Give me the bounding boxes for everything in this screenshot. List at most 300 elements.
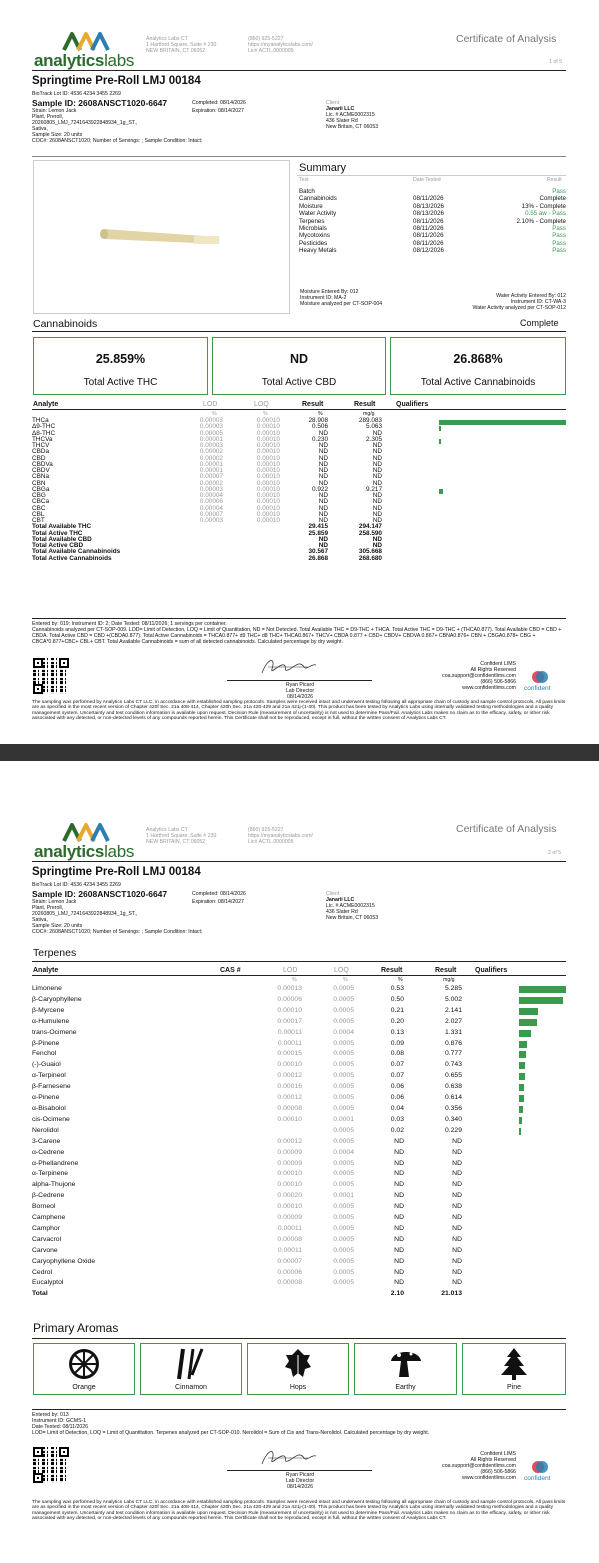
cell-pct: ND [318, 454, 328, 462]
product-title: Springtime Pre-Roll LMJ 00184 [32, 866, 201, 878]
table-row [32, 1028, 462, 1039]
terpene-bar [519, 1030, 531, 1037]
cell-mg: ND [372, 454, 382, 462]
moisture-info: Moisture Entered By: 012 Instrument ID: MA-2 Moisture analyzed per CT-SOP-004 [300, 289, 383, 308]
total-active-cbd-box: ND Total Active CBD [212, 337, 386, 395]
table-row [32, 1246, 462, 1257]
lims-info: Confident LIMS All Rights Reserved coa.support@confidentlims.com (866) 506-5866 www.confidentlims.com [442, 661, 516, 692]
cell-mg: ND [372, 517, 382, 524]
summary-date: 08/11/2026 [413, 232, 444, 240]
summary-result: Pass [552, 247, 566, 255]
cell-loq: 0.00010 [256, 485, 280, 493]
pine-tree-icon [500, 1347, 528, 1381]
cell-analyte: Total Available CBD [32, 535, 92, 543]
cell-mg: 5.063 [366, 423, 382, 431]
cell-analyte: cis-Ocimene [32, 1115, 70, 1123]
summary-row [299, 203, 566, 210]
cell-mg: 0.638 [444, 1083, 462, 1091]
cell-lod: 0.00007 [199, 473, 223, 481]
summary-row [299, 188, 566, 195]
cell-lod: 0.00002 [199, 454, 223, 462]
cell-analyte: α-Pinene [32, 1094, 60, 1102]
cell-lod: 0.00007 [277, 1257, 302, 1265]
cell-mg: 2.027 [444, 1017, 462, 1025]
summary-test: Mycotoxins [299, 232, 330, 240]
table-row [32, 995, 462, 1006]
cell-loq: 0.0005 [333, 1061, 354, 1069]
cell-cas [222, 1191, 262, 1202]
page-number: 2 of 5 [548, 850, 561, 856]
cell-pct: 26.868 [308, 554, 328, 562]
cell-mg: 9.217 [366, 485, 382, 493]
cell-analyte: Total Active CBD [32, 542, 84, 549]
cell-pct: ND [394, 1159, 404, 1167]
cell-analyte: CBGa [32, 485, 50, 493]
cell-pct: 0.21 [390, 1006, 404, 1014]
cell-loq: 0.0005 [333, 1094, 354, 1102]
cell-mg: ND [372, 448, 382, 456]
cell-cas [222, 1093, 262, 1104]
cell-loq: 0.0005 [333, 1072, 354, 1080]
cell-analyte: CBDVa [32, 460, 53, 468]
terpene-bar [519, 1117, 522, 1124]
cell-analyte: Camphene [32, 1214, 66, 1222]
cell-pct: 25.859 [308, 529, 328, 537]
cell-cas [222, 1017, 262, 1028]
cell-lod: 0.00003 [199, 485, 223, 493]
cell-loq: 0.00010 [256, 510, 280, 518]
cann-header-result-mg: Result [354, 401, 376, 408]
cell-analyte: Limonene [32, 985, 62, 992]
biotrack-id: BioTrack Lot ID: 4536 4234 3455 2269 [32, 882, 121, 888]
disclaimer: The sampling was performed by Analytics Labs CT LLC, in accordance with established sampling protocols. Samples were received intact and underwent testing following all appropriate chain of custody and sample control protocols. All pass limits are as specified in the most recent version of Chapter 420f Sec. 21a 408-414, Chapter 420h Sec. 21a 420-429 and 21a 421j-(1-40). This product has been tested by Analytics Labs using internally validated testing methodologies and a quality management system. Uncertainty and test condition information is available upon request. Decision Rule (measurement of uncertainty) is not used to determine Pass/Fail. Analytics Labs makes no claim as to the efficacy, safety, or other risk associated with any detected, or non-detected levels of any compounds reported herein. This Certificate shall not be reproduced, except in full, without the written consent of Analytics Labs CT. [32, 700, 566, 721]
table-row [32, 1093, 462, 1104]
cell-mg: 0.340 [444, 1115, 462, 1123]
cell-pct: 30.567 [308, 548, 328, 556]
terp-header-cas: CAS # [220, 967, 241, 974]
cell-mg: 0.743 [444, 1061, 462, 1069]
summary-result: Pass [552, 224, 566, 232]
cell-lod: 0.00010 [277, 1170, 302, 1178]
summary-date: 08/11/2026 [413, 239, 444, 247]
summary-result: 0.55 aw - Pass [525, 210, 566, 218]
cell-mg: ND [372, 492, 382, 499]
cell-loq: 0.0005 [333, 985, 354, 992]
terpene-bar [519, 1106, 523, 1113]
cell-loq: 0.0004 [333, 1148, 354, 1156]
table-row [32, 1268, 462, 1279]
table-row [32, 1126, 462, 1137]
cell-lod: 0.00008 [277, 1279, 302, 1287]
table-row [32, 1115, 462, 1126]
summary-row [299, 232, 566, 239]
cell-pct: 0.07 [390, 1072, 404, 1080]
product-photo [33, 160, 290, 314]
cell-cas [222, 1169, 262, 1180]
cell-loq: 0.00010 [256, 448, 280, 456]
summary-test: Terpenes [299, 217, 325, 225]
cell-lod: 0.00010 [277, 1006, 302, 1014]
summary-header-result: Result [547, 177, 562, 183]
cell-pct: ND [394, 1257, 404, 1265]
table-row [32, 1180, 462, 1191]
cell-analyte: alpha-Thujone [32, 1181, 76, 1189]
cann-unit-result: % [318, 411, 323, 417]
terpene-bar [519, 986, 566, 993]
signatory: Ryan Picard Lab Director 08/14/2026 [285, 1472, 315, 1491]
cell-analyte: Eucalyptol [32, 1279, 64, 1287]
cell-pct: ND [318, 510, 328, 518]
cell-cas [222, 995, 262, 1006]
product-details: Strain: Lemon Jack Plant, Preroll, 20260805_LMJ_7241643922848934_1g_ST., Sativa, Sample Size: 20 units COC#: 2608ANSCT1020; Number of Servings: ; Sample Condition: Intact; [32, 108, 203, 145]
cell-analyte: CBC [32, 504, 46, 512]
cell-analyte: CBD [32, 454, 46, 462]
coa-page-1 [0, 0, 599, 721]
cell-empty [302, 1289, 354, 1300]
cell-analyte: Camphor [32, 1224, 60, 1232]
water-activity-info: Water Activity Entered By: 012 Instrument ID: CT-WA-3 Water Activity analyzed per CT-SOP-012 [472, 293, 566, 312]
cell-lod: 0.00003 [199, 517, 223, 524]
cell-analyte: CBCa [32, 498, 50, 506]
cell-pct: ND [318, 429, 328, 437]
logo-wordmark: analyticslabs [34, 842, 135, 861]
cell-analyte: Caryophyllene Oxide [32, 1257, 96, 1265]
cell-loq: 0.0005 [333, 1159, 354, 1167]
cannabinoids-table [32, 418, 382, 562]
cell-loq: 0.00010 [256, 429, 280, 437]
cell-pct: ND [394, 1203, 404, 1211]
cell-mg: ND [452, 1268, 462, 1276]
cell-loq: 0.00010 [256, 479, 280, 487]
cell-mg: 21.013 [441, 1290, 462, 1298]
table-row [32, 1202, 462, 1213]
table-row [32, 1017, 462, 1028]
cell-mg: 305.668 [358, 548, 382, 556]
cell-lod: 0.00010 [277, 1203, 302, 1211]
cell-loq: 0.00010 [256, 517, 280, 524]
cell-pct: 0.04 [390, 1104, 404, 1112]
cell-mg: ND [372, 498, 382, 506]
cell-analyte: trans-Ocimene [32, 1028, 77, 1036]
logo-wordmark: analyticslabs [34, 51, 135, 70]
terp-header-loq: LOQ [334, 967, 349, 974]
cell-loq: 0.0005 [333, 1039, 354, 1047]
terpene-bar [519, 1084, 524, 1091]
cell-analyte: α-Cedrene [32, 1148, 65, 1156]
cann-header-loq: LOQ [254, 401, 269, 408]
cannabinoids-status: Complete [520, 318, 559, 328]
summary-result: Complete [539, 195, 566, 203]
summary-result: 13% - Complete [521, 202, 566, 210]
terpene-bar [519, 1062, 525, 1069]
cell-lod: 0.00001 [199, 435, 223, 443]
product-details: Strain: Lemon Jack Plant, Preroll, 20260805_LMJ_7241643922848934_1g_ST., Sativa, Sample Size: 20 units COC#: 2608ANSCT1020; Number of Servings: ; Sample Condition: Intact; [32, 899, 203, 936]
cell-mg: 0.229 [444, 1126, 462, 1134]
cell-analyte: β-Caryophyllene [32, 995, 82, 1003]
cannabinoid-bar [439, 489, 443, 494]
biotrack-id: BioTrack Lot ID: 4536 4234 3455 2269 [32, 91, 121, 97]
cell-cas [222, 1257, 262, 1268]
cell-mg: 5.285 [444, 985, 462, 992]
expiration-date: Expiration: 08/14/2027 [192, 108, 244, 114]
cell-lod: 0.00012 [277, 1072, 302, 1080]
table-row [32, 1006, 462, 1017]
cell-analyte: CBDa [32, 448, 50, 456]
summary-date: 08/13/2026 [413, 210, 444, 218]
completed-date: Completed: 08/14/2026 [192, 891, 246, 897]
table-row [32, 1060, 462, 1071]
cell-loq: 0.0005 [333, 1083, 354, 1091]
cell-cas [222, 1224, 262, 1235]
cell-loq: 0.0005 [333, 1137, 354, 1145]
cell-analyte: α-Terpinene [32, 1170, 69, 1178]
cell-cas [222, 1180, 262, 1191]
cell-pct: ND [394, 1137, 404, 1145]
cell-cas [222, 1126, 262, 1137]
cell-analyte: Carvone [32, 1246, 58, 1254]
cell-analyte: α-Phellandrene [32, 1159, 79, 1167]
cell-analyte: THCV [32, 442, 50, 449]
cell-cas [222, 1202, 262, 1213]
expiration-date: Expiration: 08/14/2027 [192, 899, 244, 905]
page-separator [0, 744, 599, 761]
cell-loq: 0.00010 [256, 423, 280, 431]
cell-analyte: Borneol [32, 1203, 56, 1211]
cell-mg: ND [372, 510, 382, 518]
cell-analyte: Carvacrol [32, 1235, 62, 1243]
cell-lod: 0.00009 [277, 1214, 302, 1222]
confident-wordmark: confident [524, 1475, 551, 1482]
cell-analyte: α-Humulene [32, 1017, 70, 1025]
cell-loq: 0.0005 [333, 1170, 354, 1178]
summary-test: Water Activity [299, 210, 337, 218]
summary-result: Pass [552, 239, 566, 247]
hops-icon [283, 1347, 313, 1381]
cell-cas [222, 1104, 262, 1115]
cell-analyte: CBN [32, 479, 46, 487]
cell-loq: 0.0005 [333, 1050, 354, 1058]
terp-unit-lod: % [292, 977, 297, 983]
cell-cas [222, 1246, 262, 1257]
cell-mg: ND [452, 1279, 462, 1287]
terpene-bar [519, 1051, 526, 1058]
cell-pct: 0.06 [390, 1083, 404, 1091]
cell-cas [222, 1148, 262, 1159]
qr-code-icon[interactable] [33, 1447, 69, 1483]
cell-analyte: Total Active THC [32, 529, 83, 537]
summary-row [299, 225, 566, 232]
cell-mg: ND [452, 1137, 462, 1145]
cell-cas [222, 1235, 262, 1246]
table-row [32, 1169, 462, 1180]
cell-pct: ND [318, 517, 328, 524]
cell-analyte: α-Terpineol [32, 1072, 66, 1080]
sample-id: Sample ID: 2608ANSCT1020-6647 [32, 98, 168, 108]
cell-pct: ND [318, 504, 328, 512]
cell-analyte: CBL [32, 510, 45, 518]
cell-pct: ND [394, 1246, 404, 1254]
completed-date: Completed: 08/14/2026 [192, 100, 246, 106]
aroma-hops: Hops [247, 1343, 349, 1395]
cell-loq: 0.00010 [256, 498, 280, 506]
cell-mg: ND [372, 479, 382, 487]
product-title: Springtime Pre-Roll LMJ 00184 [32, 75, 201, 87]
cell-cas [222, 1268, 262, 1279]
cell-mg: 258.590 [358, 529, 382, 537]
pre-roll-image [34, 161, 291, 315]
cell-pct: ND [394, 1235, 404, 1243]
cell-loq: 0.0005 [333, 1257, 354, 1265]
cell-lod: 0.00004 [199, 492, 223, 499]
qr-code-icon[interactable] [33, 658, 69, 694]
cell-analyte: Nerolidol [32, 1126, 59, 1134]
cell-mg: 5.002 [444, 995, 462, 1003]
summary-date: 08/12/2026 [413, 247, 444, 255]
cell-pct: ND [318, 535, 328, 543]
cell-pct: 0.53 [390, 985, 404, 992]
signature-icon [258, 1446, 318, 1470]
cell-loq: 0.0005 [333, 1279, 354, 1287]
cell-mg: ND [372, 442, 382, 449]
cell-analyte: Δ8-THC [32, 429, 56, 437]
cell-mg: ND [452, 1203, 462, 1211]
cell-loq: 0.00010 [256, 435, 280, 443]
cann-header-analyte: Analyte [33, 401, 59, 408]
cell-analyte: Total [32, 1290, 48, 1298]
summary-date: 08/13/2026 [413, 202, 444, 210]
terpene-notes: Entered by: 013 Instrument ID: GCMS-1 Date Tested: 08/11/2026 LOD= Limit of Detection, LOQ = Limit of Quantitation. Terpenes analyzed per CT-SOP-010. Nerolidol = Sum of Cis and Trans-Nerolidol. Calculated percentage by dry weight. [32, 1412, 430, 1437]
cell-lod: 0.00006 [277, 995, 302, 1003]
signatory: Ryan Picard Lab Director 08/14/2026 [285, 682, 315, 701]
cell-lod: 0.00010 [277, 1181, 302, 1189]
cell-cas [222, 1006, 262, 1017]
cell-pct: 29.415 [308, 523, 328, 531]
table-row [32, 1278, 462, 1289]
cell-lod: 0.00001 [199, 460, 223, 468]
orange-slice-icon [66, 1347, 102, 1381]
cell-loq: 0.0005 [333, 1006, 354, 1014]
cell-mg: ND [372, 429, 382, 437]
terpene-bar [519, 1128, 521, 1135]
cell-mg: ND [372, 473, 382, 481]
cell-lod: 0.00002 [199, 448, 223, 456]
cell-pct: 2.10 [390, 1290, 404, 1298]
analytics-labs-logo-icon [62, 821, 110, 843]
cell-lod: 0.00013 [277, 985, 302, 992]
cell-pct: ND [394, 1214, 404, 1222]
cell-mg: 2.141 [444, 1006, 462, 1014]
cell-loq: 0.00010 [256, 467, 280, 474]
cinnamon-sticks-icon [176, 1347, 206, 1381]
cell-mg: 0.655 [444, 1072, 462, 1080]
cell-pct: ND [394, 1279, 404, 1287]
summary-table [299, 188, 566, 255]
terp-header-qualifiers: Qualifiers [475, 967, 508, 974]
cann-unit-loq: % [263, 411, 268, 417]
terp-unit-loq: % [343, 977, 348, 983]
summary-row [299, 218, 566, 225]
signature-icon [258, 655, 318, 679]
cell-loq: 0.00010 [256, 442, 280, 449]
cell-pct: 0.50 [390, 995, 404, 1003]
cell-mg: ND [372, 542, 382, 549]
cell-pct: 28.908 [308, 417, 328, 424]
cell-loq: 0.0005 [333, 1203, 354, 1211]
cell-pct: 0.09 [390, 1039, 404, 1047]
doc-title: Certificate of Analysis [456, 823, 557, 835]
cell-mg: ND [372, 535, 382, 543]
cann-header-qualifiers: Qualifiers [396, 401, 429, 408]
summary-result: 2.10% - Complete [516, 217, 566, 225]
cell-analyte: α-Bisabolol [32, 1104, 66, 1112]
doc-title: Certificate of Analysis [456, 33, 557, 45]
cell-analyte: Cedrol [32, 1268, 53, 1276]
terpene-bar [519, 997, 563, 1004]
disclaimer: The sampling was performed by Analytics Labs CT LLC, in accordance with established sampling protocols. Samples were received intact and underwent testing following all appropriate chain of custody and sample control protocols. All pass limits are as specified in the most recent version of Chapter 420f Sec. 21a 408-414, Chapter 420h Sec. 21a 420-429 and 21a 421j-(1-40). This product has been tested by Analytics Labs using internally validated testing methodologies and a quality management system. Uncertainty and test condition information is available upon request. Decision Rule (measurement of uncertainty) is not used to determine Pass/Fail. Analytics Labs makes no claim as to the efficacy, safety, or other risk associated with any detected, or non-detected levels of any compounds reported herein. This Certificate shall not be reproduced, except in full, without the written consent of Analytics Labs CT. [32, 1500, 566, 1521]
cell-lod: 0.00020 [277, 1192, 302, 1200]
confident-logo-icon [531, 1458, 549, 1476]
client-block: Client Janarii LLC Lic. # ACME0002315 436 Slater Rd New Britain, CT 06053 [326, 100, 379, 131]
cell-cas [222, 1060, 262, 1071]
aroma-pine: Pine [462, 1343, 566, 1395]
cell-analyte: CBG [32, 492, 46, 499]
cell-pct: ND [318, 467, 328, 474]
cell-pct: 0.07 [390, 1061, 404, 1069]
cell-lod: 0.00009 [277, 1159, 302, 1167]
summary-row [299, 195, 566, 202]
table-row [32, 1191, 462, 1202]
cell-loq: 0.00010 [256, 454, 280, 462]
cell-pct: 0.506 [312, 423, 328, 431]
cell-lod: 0.00001 [199, 467, 223, 474]
coa-page-2 [0, 806, 599, 1563]
lab-contact: (860) 925-5227 https://myanalyticslabs.com/ Lic# ACTL.0000005 [248, 36, 313, 55]
terp-header-analyte: Analyte [33, 967, 59, 974]
cann-header-lod: LOD [203, 401, 218, 408]
summary-test: Batch [299, 188, 315, 195]
cell-analyte: CBNa [32, 473, 50, 481]
cell-lod: 0.00016 [277, 1083, 302, 1091]
table-row [32, 1049, 462, 1060]
cell-mg: ND [452, 1235, 462, 1243]
aroma-orange: Orange [33, 1343, 135, 1395]
terpene-bar [519, 1095, 524, 1102]
cell-mg: ND [452, 1257, 462, 1265]
cell-loq: 0.0005 [333, 1246, 354, 1254]
summary-result: Pass [552, 232, 566, 240]
cell-lod: 0.00012 [277, 1094, 302, 1102]
table-row [32, 1148, 462, 1159]
cell-analyte: 3-Carene [32, 1137, 61, 1145]
cell-loq: 0.0005 [333, 1235, 354, 1243]
mushroom-icon [389, 1347, 423, 1381]
cell-lod: 0.00010 [277, 1115, 302, 1123]
client-block: Client Janarii LLC Lic. # ACME0002315 436 Slater Rd New Britain, CT 06053 [326, 891, 379, 922]
terpenes-table [32, 984, 462, 1300]
cannabinoids-title: Cannabinoids [33, 318, 98, 330]
cell-pct: ND [318, 542, 328, 549]
cell-lod: 0.00011 [277, 1246, 302, 1254]
cannabinoid-bar [439, 439, 441, 444]
cell-loq: 0.0005 [333, 1126, 354, 1134]
total-row [32, 556, 382, 562]
table-row [32, 1213, 462, 1224]
cell-mg: ND [452, 1192, 462, 1200]
table-row [32, 1039, 462, 1050]
cell-pct: ND [318, 473, 328, 481]
summary-test: Cannabinoids [299, 195, 337, 203]
cell-lod: 0.00011 [277, 1224, 302, 1232]
